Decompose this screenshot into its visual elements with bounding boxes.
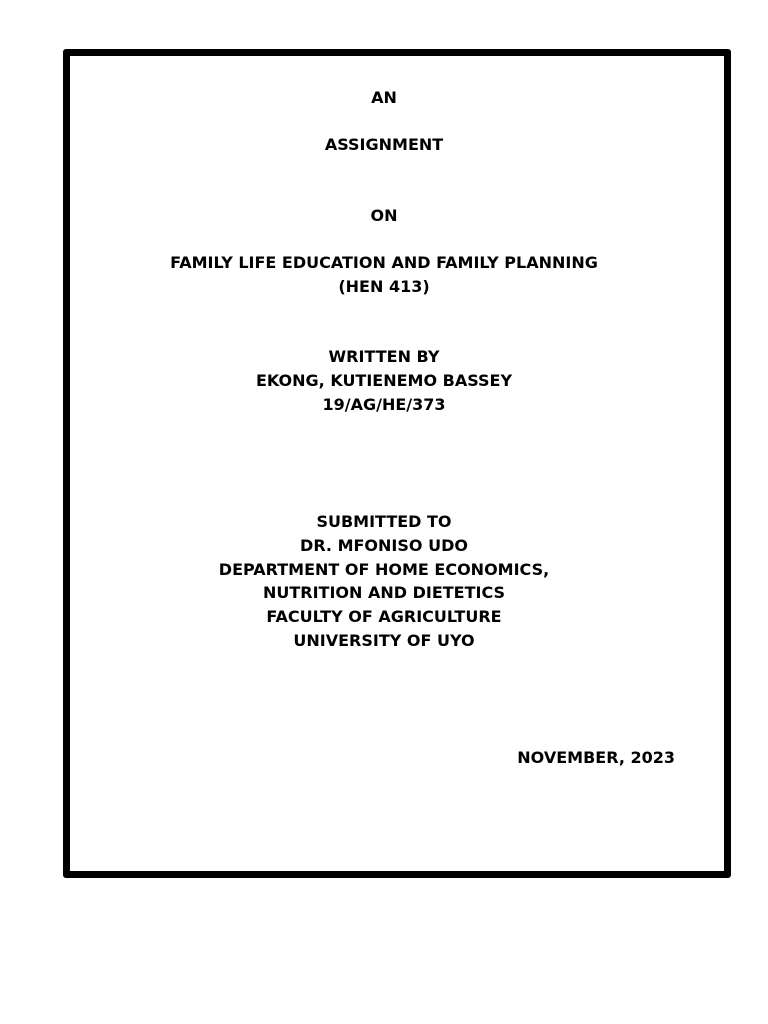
department-line-2: NUTRITION AND DIETETICS [262, 583, 506, 602]
submitted-to-label: SUBMITTED TO [316, 512, 452, 531]
department-line-1: DEPARTMENT OF HOME ECONOMICS, [218, 560, 550, 579]
author-name: EKONG, KUTIENEMO BASSEY [255, 371, 513, 390]
faculty-name: FACULTY OF AGRICULTURE [266, 607, 502, 626]
submission-date: NOVEMBER, 2023 [517, 748, 675, 767]
matric-number: 19/AG/HE/373 [322, 395, 446, 414]
lecturer-name: DR. MFONISO UDO [300, 536, 468, 555]
written-by-label: WRITTEN BY [328, 347, 440, 366]
course-code: (HEN 413) [338, 277, 430, 296]
course-title: FAMILY LIFE EDUCATION AND FAMILY PLANNING [170, 253, 598, 272]
university-name: UNIVERSITY OF UYO [293, 631, 475, 650]
heading-assignment: ASSIGNMENT [324, 135, 444, 154]
heading-on: ON [370, 206, 398, 225]
heading-an: AN [371, 88, 397, 107]
